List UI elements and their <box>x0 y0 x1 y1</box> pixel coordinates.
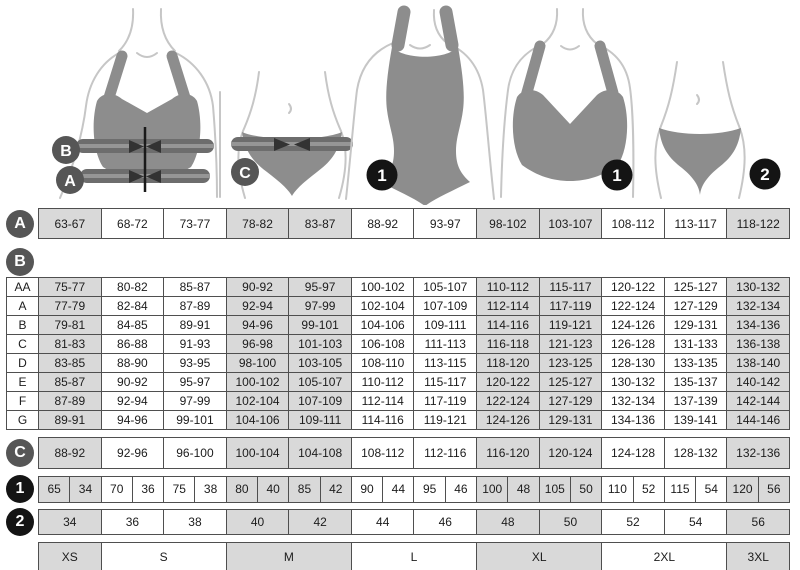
cup-size-label: C <box>6 334 38 353</box>
value-cell: 120-122 <box>476 372 539 391</box>
row-1-label: 1 <box>15 480 25 497</box>
value-cell: 99-101 <box>288 315 351 334</box>
value-cell: 129-131 <box>539 410 602 429</box>
cup-size-label: E <box>6 372 38 391</box>
value-cell: 93-95 <box>163 353 226 372</box>
value-cell: 48 <box>476 509 539 534</box>
value-cell: 124-126 <box>601 315 664 334</box>
row-gutter <box>6 439 38 467</box>
band-cup-pair <box>351 476 414 502</box>
value-cell: 54 <box>664 509 727 534</box>
value-cell: 124-126 <box>476 410 539 429</box>
cup-size-label: F <box>6 391 38 410</box>
value-cell: 36 <box>101 509 164 534</box>
band-size-cell: 85 <box>288 476 319 502</box>
value-cell: 79-81 <box>38 315 101 334</box>
size-name-cells <box>38 542 790 570</box>
underbust-measure-row <box>0 208 800 239</box>
row-gutter <box>6 210 38 238</box>
value-cell: 137-139 <box>664 391 727 410</box>
label-b-text: B <box>60 143 72 160</box>
value-cell: 140-142 <box>726 372 789 391</box>
cup-size-cell: 48 <box>507 476 538 502</box>
value-cell: 128-130 <box>601 353 664 372</box>
band-size-cell: 100 <box>476 476 507 502</box>
value-cell: 89-91 <box>38 410 101 429</box>
value-cell: 105-107 <box>288 372 351 391</box>
value-cell: 109-111 <box>413 315 476 334</box>
brief-size-cells <box>38 509 790 535</box>
band-cup-pair <box>476 476 539 502</box>
cup-size-cell: 42 <box>320 476 351 502</box>
value-cell: 83-85 <box>38 353 101 372</box>
label-2-text: 2 <box>760 165 770 184</box>
band-cup-pair <box>413 476 476 502</box>
value-cell: 91-93 <box>163 334 226 353</box>
value-cell: 139-141 <box>664 410 727 429</box>
band-size-cell: 90 <box>351 476 382 502</box>
value-cell: 108-110 <box>351 353 414 372</box>
size-name-cell: XS <box>38 542 101 570</box>
band-cup-pair <box>726 476 789 502</box>
value-cell: 85-87 <box>163 277 226 296</box>
value-cell: 105-107 <box>413 277 476 296</box>
bust-measure-table <box>6 277 790 430</box>
value-cell: 118-122 <box>726 208 789 238</box>
band-size-cell: 120 <box>726 476 757 502</box>
value-cell: 90-92 <box>101 372 164 391</box>
band-cup-pair <box>226 476 289 502</box>
band-size-cell: 65 <box>38 476 69 502</box>
row-2-badge <box>6 508 34 536</box>
row-c-label: C <box>14 444 26 461</box>
value-cell: 68-72 <box>101 208 164 238</box>
value-cell: 138-140 <box>726 353 789 372</box>
cup-size-label: G <box>6 410 38 429</box>
bra-size-cells <box>38 476 790 503</box>
label-c-badge <box>231 158 259 186</box>
bra-size-row <box>0 475 800 503</box>
value-cell: 56 <box>726 509 789 534</box>
value-cell: 83-87 <box>288 208 351 238</box>
row-1-badge <box>6 475 34 503</box>
value-cell: 85-87 <box>38 372 101 391</box>
cup-size-cell: 56 <box>758 476 789 502</box>
band-cup-pair <box>539 476 602 502</box>
band-size-cell: 95 <box>413 476 444 502</box>
band-size-cell: 75 <box>163 476 194 502</box>
value-cell: 77-79 <box>38 296 101 315</box>
value-cell: 122-124 <box>601 296 664 315</box>
label-b-badge <box>52 136 80 164</box>
row-a-badge <box>6 210 34 238</box>
label-2-badge <box>750 159 781 190</box>
briefs <box>659 128 741 195</box>
value-cell: 108-112 <box>601 208 664 238</box>
size-name-cell: XL <box>476 542 601 570</box>
value-cell: 100-104 <box>226 437 289 468</box>
value-cell: 82-84 <box>101 296 164 315</box>
cup-size-cell: 40 <box>257 476 288 502</box>
band-size-cell: 115 <box>664 476 695 502</box>
value-cell: 131-133 <box>664 334 727 353</box>
value-cell: 75-77 <box>38 277 101 296</box>
underbust-cells <box>38 208 790 239</box>
row-a-label: A <box>14 214 26 232</box>
band-size-cell: 80 <box>226 476 257 502</box>
cup-size-cell: 46 <box>445 476 476 502</box>
value-cell: 73-77 <box>163 208 226 238</box>
value-cell: 110-112 <box>351 372 414 391</box>
row-gutter <box>6 475 38 503</box>
value-cell: 78-82 <box>226 208 289 238</box>
value-cell: 142-144 <box>726 391 789 410</box>
value-cell: 136-138 <box>726 334 789 353</box>
value-cell: 63-67 <box>38 208 101 238</box>
value-cell: 94-96 <box>226 315 289 334</box>
value-cell: 84-85 <box>101 315 164 334</box>
value-cell: 88-90 <box>101 353 164 372</box>
value-cell: 119-121 <box>539 315 602 334</box>
value-cell: 120-122 <box>601 277 664 296</box>
value-cell: 101-103 <box>288 334 351 353</box>
label-1-bra-badge <box>602 160 633 191</box>
value-cell: 128-132 <box>664 437 727 468</box>
label-1-text: 1 <box>377 166 387 185</box>
value-cell: 114-116 <box>351 410 414 429</box>
value-cell: 99-101 <box>163 410 226 429</box>
value-cell: 112-114 <box>476 296 539 315</box>
value-cell: 102-104 <box>226 391 289 410</box>
value-cell: 97-99 <box>163 391 226 410</box>
value-cell: 126-128 <box>601 334 664 353</box>
value-cell: 125-127 <box>664 277 727 296</box>
size-name-cell: S <box>101 542 226 570</box>
value-cell: 97-99 <box>288 296 351 315</box>
row-c-badge <box>6 439 34 467</box>
cup-size-label: AA <box>6 277 38 296</box>
value-cell: 115-117 <box>413 372 476 391</box>
value-cell: 80-82 <box>101 277 164 296</box>
value-cell: 93-97 <box>413 208 476 238</box>
value-cell: 135-137 <box>664 372 727 391</box>
row-b-badge <box>6 248 34 276</box>
value-cell: 116-120 <box>476 437 539 468</box>
hip-measure-row <box>0 437 800 469</box>
value-cell: 95-97 <box>288 277 351 296</box>
band-cup-pair <box>664 476 727 502</box>
value-cell: 38 <box>163 509 226 534</box>
hip-cells <box>38 437 790 469</box>
cup-size-cell: 36 <box>132 476 163 502</box>
value-cell: 94-96 <box>101 410 164 429</box>
value-cell: 115-117 <box>539 277 602 296</box>
cup-size-cell: 50 <box>570 476 601 502</box>
row-gutter <box>6 508 38 536</box>
value-cell: 130-132 <box>726 277 789 296</box>
value-cell: 89-91 <box>163 315 226 334</box>
value-cell: 116-118 <box>476 334 539 353</box>
value-cell: 96-100 <box>163 437 226 468</box>
value-cell: 144-146 <box>726 410 789 429</box>
bust-measure-header <box>0 247 800 277</box>
value-cell: 88-92 <box>38 437 101 468</box>
value-cell: 108-112 <box>351 437 414 468</box>
size-name-cell: M <box>226 542 351 570</box>
value-cell: 122-124 <box>476 391 539 410</box>
value-cell: 40 <box>226 509 289 534</box>
size-name-cell: 3XL <box>726 542 789 570</box>
label-a-text: A <box>64 173 76 190</box>
size-name-cell: 2XL <box>601 542 726 570</box>
value-cell: 125-127 <box>539 372 602 391</box>
value-cell: 52 <box>601 509 664 534</box>
band-cup-pair <box>101 476 164 502</box>
size-name-cell: L <box>351 542 476 570</box>
cup-size-label: A <box>6 296 38 315</box>
measurement-illustrations <box>0 0 800 205</box>
value-cell: 132-134 <box>726 296 789 315</box>
value-cell: 133-135 <box>664 353 727 372</box>
value-cell: 104-106 <box>226 410 289 429</box>
band-cup-pair <box>288 476 351 502</box>
value-cell: 103-107 <box>539 208 602 238</box>
value-cell: 111-113 <box>413 334 476 353</box>
value-cell: 123-125 <box>539 353 602 372</box>
value-cell: 121-123 <box>539 334 602 353</box>
value-cell: 92-94 <box>226 296 289 315</box>
value-cell: 86-88 <box>101 334 164 353</box>
band-cup-pair <box>38 476 101 502</box>
value-cell: 117-119 <box>413 391 476 410</box>
value-cell: 120-124 <box>539 437 602 468</box>
value-cell: 107-109 <box>288 391 351 410</box>
label-a-badge <box>56 166 84 194</box>
value-cell: 113-115 <box>413 353 476 372</box>
value-cell: 92-96 <box>101 437 164 468</box>
value-cell: 96-98 <box>226 334 289 353</box>
cup-size-cell: 52 <box>633 476 664 502</box>
value-cell: 129-131 <box>664 315 727 334</box>
value-cell: 100-102 <box>226 372 289 391</box>
band-cup-pair <box>601 476 664 502</box>
value-cell: 134-136 <box>601 410 664 429</box>
row-gutter <box>6 248 38 276</box>
value-cell: 124-128 <box>601 437 664 468</box>
value-cell: 88-92 <box>351 208 414 238</box>
value-cell: 102-104 <box>351 296 414 315</box>
value-cell: 87-89 <box>38 391 101 410</box>
cup-size-cell: 34 <box>69 476 100 502</box>
value-cell: 95-97 <box>163 372 226 391</box>
value-cell: 114-116 <box>476 315 539 334</box>
value-cell: 109-111 <box>288 410 351 429</box>
cup-size-label: D <box>6 353 38 372</box>
band-cup-pair <box>163 476 226 502</box>
value-cell: 92-94 <box>101 391 164 410</box>
value-cell: 107-109 <box>413 296 476 315</box>
value-cell: 112-114 <box>351 391 414 410</box>
value-cell: 34 <box>38 509 101 534</box>
value-cell: 98-102 <box>476 208 539 238</box>
value-cell: 112-116 <box>413 437 476 468</box>
value-cell: 42 <box>288 509 351 534</box>
value-cell: 127-129 <box>664 296 727 315</box>
value-cell: 119-121 <box>413 410 476 429</box>
value-cell: 132-136 <box>726 437 789 468</box>
row-b-label: B <box>14 253 26 270</box>
value-cell: 104-108 <box>288 437 351 468</box>
value-cell: 134-136 <box>726 315 789 334</box>
cup-size-cell: 38 <box>194 476 225 502</box>
value-cell: 117-119 <box>539 296 602 315</box>
size-name-row <box>0 542 800 570</box>
cup-size-label: B <box>6 315 38 334</box>
cup-size-cell: 44 <box>382 476 413 502</box>
value-cell: 46 <box>413 509 476 534</box>
value-cell: 110-112 <box>476 277 539 296</box>
value-cell: 113-117 <box>664 208 727 238</box>
value-cell: 127-129 <box>539 391 602 410</box>
label-c-text: C <box>239 165 251 182</box>
value-cell: 130-132 <box>601 372 664 391</box>
band-size-cell: 70 <box>101 476 132 502</box>
label-1-text: 1 <box>612 166 622 185</box>
value-cell: 106-108 <box>351 334 414 353</box>
value-cell: 100-102 <box>351 277 414 296</box>
row-2-label: 2 <box>15 513 25 530</box>
value-cell: 81-83 <box>38 334 101 353</box>
value-cell: 103-105 <box>288 353 351 372</box>
band-size-cell: 105 <box>539 476 570 502</box>
band-size-cell: 110 <box>601 476 632 502</box>
value-cell: 98-100 <box>226 353 289 372</box>
value-cell: 90-92 <box>226 277 289 296</box>
label-1-swimsuit-badge <box>367 160 398 191</box>
value-cell: 104-106 <box>351 315 414 334</box>
brief-size-row <box>0 508 800 536</box>
value-cell: 87-89 <box>163 296 226 315</box>
bra <box>513 46 627 181</box>
cup-size-cell: 54 <box>695 476 726 502</box>
value-cell: 118-120 <box>476 353 539 372</box>
value-cell: 44 <box>351 509 414 534</box>
value-cell: 50 <box>539 509 602 534</box>
value-cell: 132-134 <box>601 391 664 410</box>
